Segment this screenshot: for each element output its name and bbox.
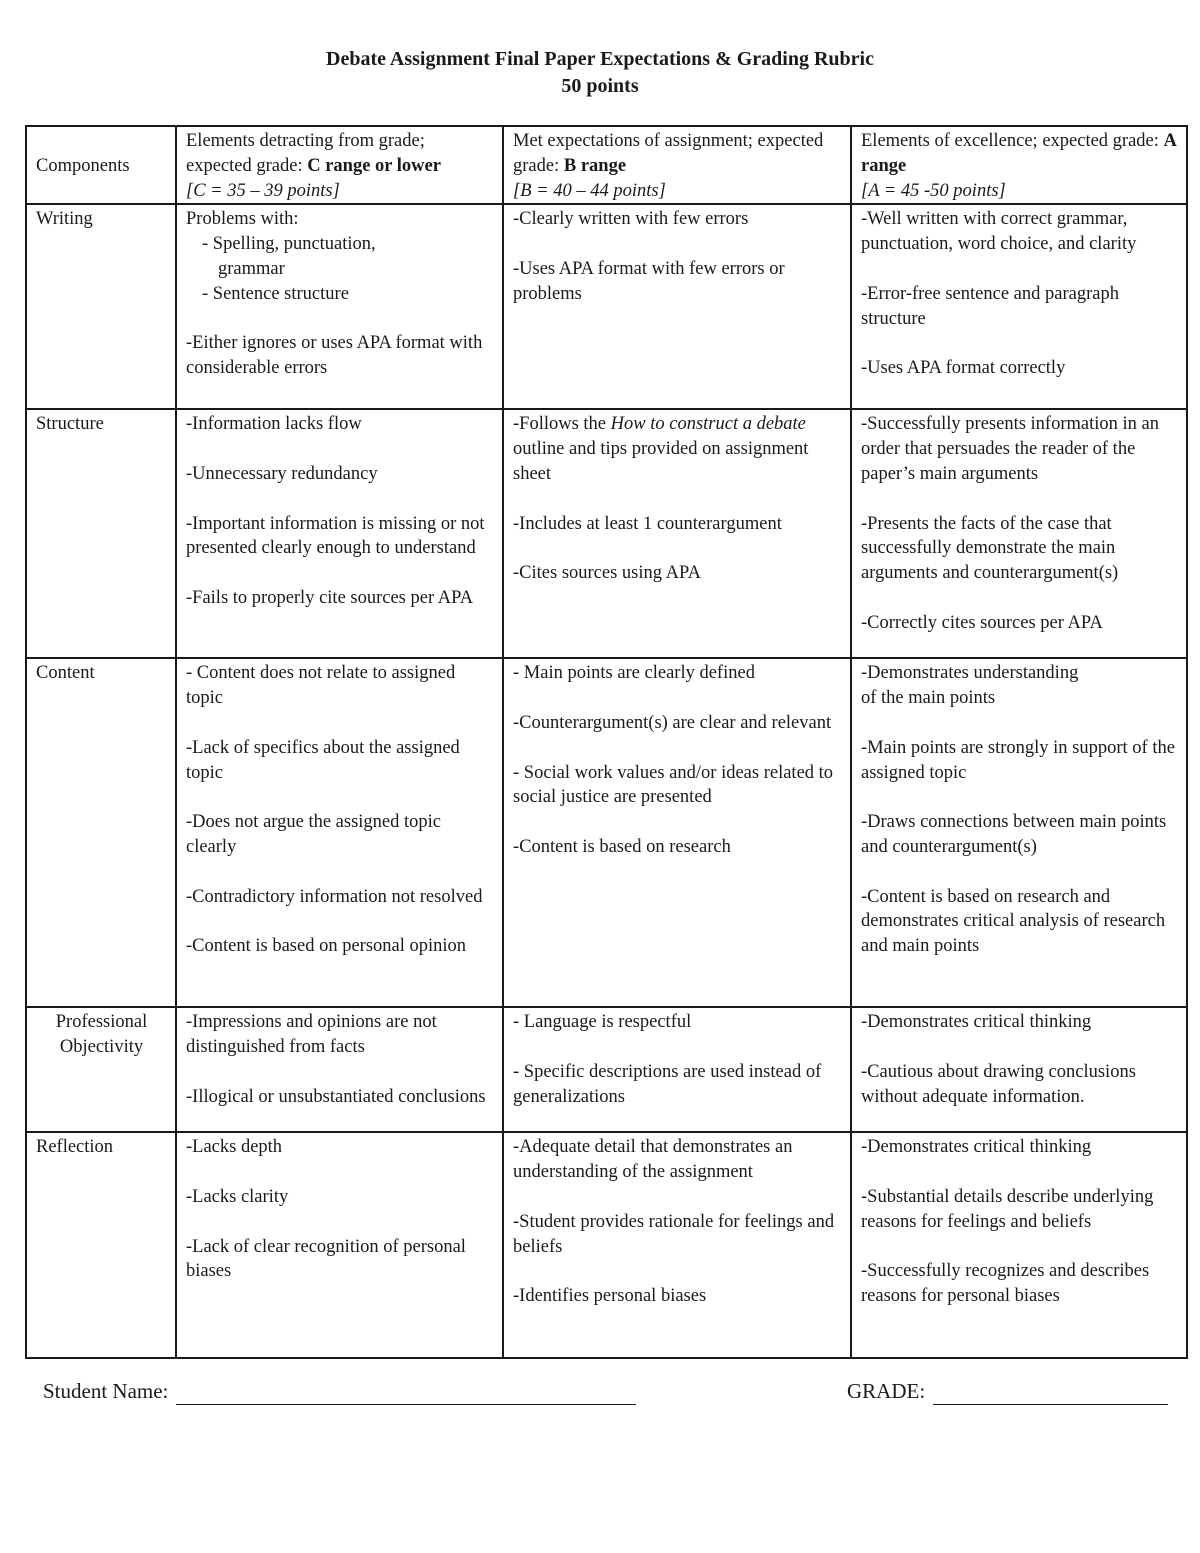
header-a-range xyxy=(851,126,1187,204)
structure-a-cell xyxy=(851,409,1187,658)
header-a-range-label: A range xyxy=(861,131,1176,176)
header-c-range xyxy=(176,126,503,204)
header-b-points: [B = 40 – 44 points] xyxy=(513,180,666,201)
content-c-line-3: -Does not argue the assigned topic clearly xyxy=(186,812,441,857)
header-components-label: Components xyxy=(36,155,130,176)
professional-b-cell xyxy=(503,1007,851,1132)
reflection-b-line-3: -Identifies personal biases xyxy=(513,1286,707,1307)
title-line-1: Debate Assignment Final Paper Expectations & Grading Rubric xyxy=(326,48,874,70)
content-a-cell xyxy=(851,658,1187,1007)
structure-c-line-1: -Information lacks flow xyxy=(186,414,362,435)
row-writing xyxy=(26,204,1187,409)
student-name-blank[interactable] xyxy=(176,1378,636,1405)
reflection-c-cell xyxy=(176,1132,503,1358)
header-a-points: [A = 45 -50 points] xyxy=(861,180,1006,201)
content-a-line-3: -Draws connections between main points and counterargument(s) xyxy=(861,812,1167,857)
header-row xyxy=(26,126,1187,204)
header-components xyxy=(26,126,176,204)
reflection-c-line-1: -Lacks depth xyxy=(186,1137,283,1158)
header-c-pre: Elements detracting from grade; expected grade: xyxy=(186,131,425,176)
content-a-line-2: -Main points are strongly in support of the assigned topic xyxy=(861,737,1175,783)
header-b-range-label: B range xyxy=(563,155,627,176)
header-a-pre: Elements of excellence; expected grade: xyxy=(861,131,1159,151)
content-b-line-1: - Main points are clearly defined xyxy=(513,663,755,684)
writing-c-problems: Problems with: xyxy=(186,209,299,230)
reflection-b-cell xyxy=(503,1132,851,1358)
content-c-line-4: -Contradictory information not resolved xyxy=(186,886,483,907)
professional-label-line-1: Professional xyxy=(55,1012,148,1033)
grading-rubric-table xyxy=(25,125,1188,1359)
writing-a-line-1: -Well written with correct grammar, punctuation, word choice, and clarity xyxy=(861,209,1137,255)
structure-b-cell xyxy=(503,409,851,658)
content-b-line-4: -Content is based on research xyxy=(513,836,731,857)
writing-a-line-3: -Uses APA format correctly xyxy=(861,358,1066,379)
writing-c-apa: -Either ignores or uses APA format with considerable errors xyxy=(186,333,483,379)
grade-label: GRADE: xyxy=(847,1379,926,1403)
professional-c-line-1: -Impressions and opinions are not distinguished from facts xyxy=(186,1012,437,1058)
content-b-cell xyxy=(503,658,851,1007)
structure-b-line-3: -Cites sources using APA xyxy=(513,563,701,584)
reflection-a-line-3: -Successfully recognizes and describes reasons for personal biases xyxy=(861,1261,1150,1307)
title-line-2: 50 points xyxy=(561,75,639,97)
reflection-a-line-2: -Substantial details describe underlying reasons for feelings and beliefs xyxy=(861,1186,1154,1232)
document-title xyxy=(0,46,1200,100)
writing-label-text: Writing xyxy=(36,209,93,230)
writing-c-bullet-2: - Sentence structure xyxy=(202,283,349,304)
professional-a-cell xyxy=(851,1007,1187,1132)
structure-b-line-1 xyxy=(513,412,842,486)
row-professional-objectivity xyxy=(26,1007,1187,1132)
structure-b-line-1-title: How to construct a debate xyxy=(610,414,806,435)
row-structure xyxy=(26,409,1187,658)
structure-c-line-3: -Important information is missing or not presented clearly enough to understand xyxy=(186,513,485,559)
reflection-label xyxy=(26,1132,176,1358)
reflection-label-text: Reflection xyxy=(36,1137,114,1158)
reflection-b-line-1: -Adequate detail that demonstrates an understanding of the assignment xyxy=(513,1137,793,1183)
writing-b-line-1: -Clearly written with few errors xyxy=(513,209,749,230)
structure-b-line-1-post: outline and tips provided on assignment sheet xyxy=(513,439,809,484)
professional-a-line-1: -Demonstrates critical thinking xyxy=(861,1012,1092,1033)
row-reflection xyxy=(26,1132,1187,1358)
content-c-line-1: - Content does not relate to assigned topic xyxy=(186,663,456,709)
content-b-line-2: -Counterargument(s) are clear and relevant xyxy=(513,712,832,733)
reflection-a-line-1: -Demonstrates critical thinking xyxy=(861,1137,1092,1158)
header-b-pre: Met expectations of assignment; expected grade: xyxy=(513,131,824,176)
structure-c-line-4: -Fails to properly cite sources per APA xyxy=(186,587,474,608)
professional-a-line-2: -Cautious about drawing conclusions without adequate information. xyxy=(861,1061,1136,1107)
structure-c-cell xyxy=(176,409,503,658)
grade-blank[interactable] xyxy=(933,1378,1168,1405)
grade-field xyxy=(847,1377,1168,1405)
writing-c-cell xyxy=(176,204,503,409)
reflection-c-line-2: -Lacks clarity xyxy=(186,1186,289,1207)
reflection-c-line-3: -Lack of clear recognition of personal biases xyxy=(186,1236,466,1282)
writing-c-bullet-1a: - Spelling, punctuation, xyxy=(202,234,376,255)
content-label-text: Content xyxy=(36,663,95,684)
structure-a-line-1: -Successfully presents information in an order that persuades the reader of the paper’s main arguments xyxy=(861,414,1159,484)
professional-c-cell xyxy=(176,1007,503,1132)
content-a-line-4: -Content is based on research and demonstrates critical analysis of research and main points xyxy=(861,886,1166,957)
header-c-points: [C = 35 – 39 points] xyxy=(186,180,340,201)
content-c-cell xyxy=(176,658,503,1007)
writing-b-cell xyxy=(503,204,851,409)
structure-label xyxy=(26,409,176,658)
content-c-line-2: -Lack of specifics about the assigned topic xyxy=(186,737,460,783)
writing-c-bullet-1b: grammar xyxy=(218,258,285,279)
writing-label xyxy=(26,204,176,409)
writing-a-line-2: -Error-free sentence and paragraph structure xyxy=(861,283,1119,329)
writing-a-cell xyxy=(851,204,1187,409)
student-name-field xyxy=(43,1377,636,1405)
professional-c-line-2: -Illogical or unsubstantiated conclusions xyxy=(186,1086,486,1107)
content-a-line-1a: -Demonstrates understanding xyxy=(861,663,1079,684)
content-b-line-3: - Social work values and/or ideas related to social justice are presented xyxy=(513,762,834,808)
structure-a-line-2: -Presents the facts of the case that successfully demonstrate the main arguments and counterargument(s) xyxy=(861,513,1119,584)
reflection-a-cell xyxy=(851,1132,1187,1358)
header-b-range xyxy=(503,126,851,204)
content-c-line-5: -Content is based on personal opinion xyxy=(186,936,467,957)
professional-label xyxy=(26,1007,176,1132)
structure-c-line-2: -Unnecessary redundancy xyxy=(186,463,378,484)
content-a-line-1b: of the main points xyxy=(861,688,996,709)
structure-label-text: Structure xyxy=(36,414,104,435)
structure-a-line-3: -Correctly cites sources per APA xyxy=(861,612,1103,633)
structure-b-line-1-pre: -Follows the xyxy=(513,414,607,435)
professional-b-line-1: - Language is respectful xyxy=(513,1012,692,1033)
professional-b-line-2: - Specific descriptions are used instead of generalizations xyxy=(513,1061,822,1107)
reflection-b-line-2: -Student provides rationale for feelings and beliefs xyxy=(513,1211,835,1257)
header-c-range-label: C range or lower xyxy=(307,155,441,176)
row-content xyxy=(26,658,1187,1007)
student-name-label: Student Name: xyxy=(43,1379,169,1403)
professional-label-line-2: Objectivity xyxy=(59,1037,144,1058)
writing-b-line-2: -Uses APA format with few errors or problems xyxy=(513,258,785,304)
content-label xyxy=(26,658,176,1007)
structure-b-line-2: -Includes at least 1 counterargument xyxy=(513,513,782,534)
